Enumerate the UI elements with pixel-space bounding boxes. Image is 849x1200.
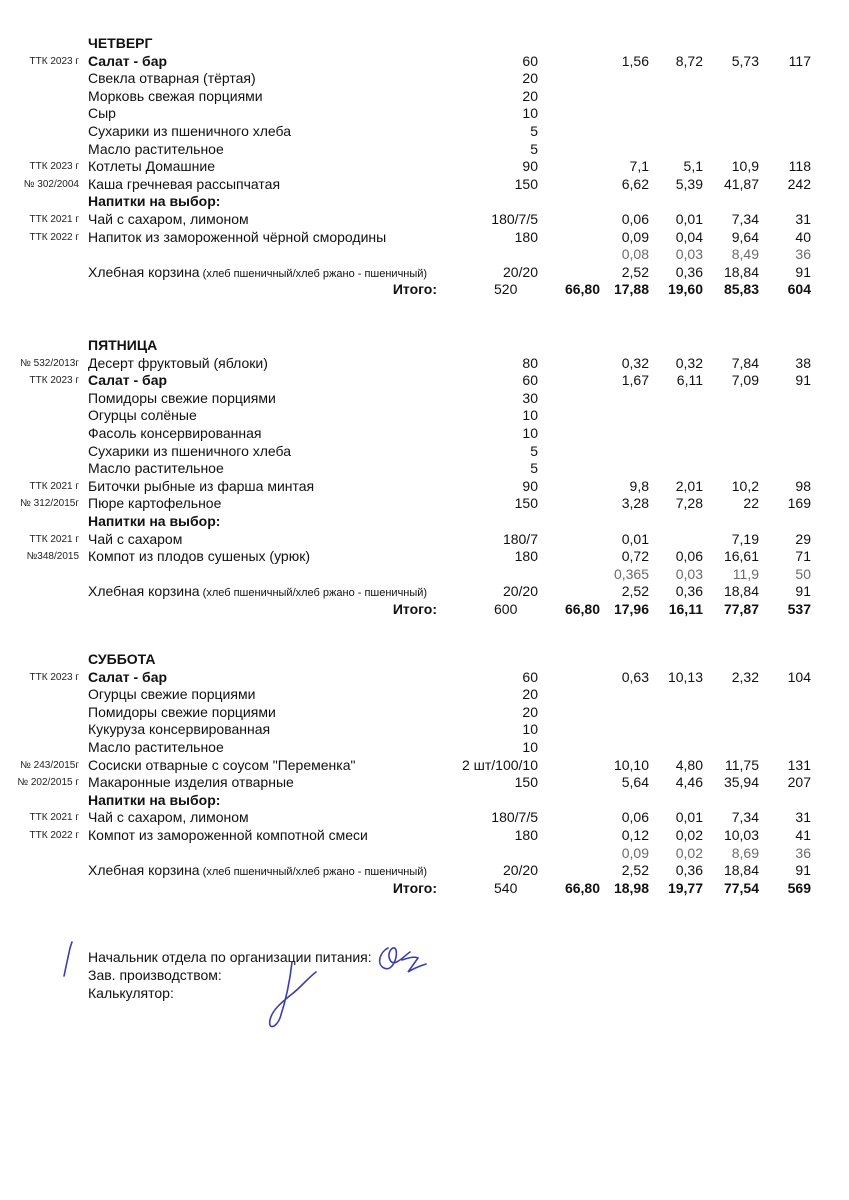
portion-weight: 60 — [522, 372, 538, 389]
carbs-value: 11,75 — [725, 756, 759, 773]
dish-name-main: Хлебная корзина — [88, 263, 200, 280]
proteins-value: 7,1 — [629, 158, 649, 175]
fats-value: 0,01 — [675, 809, 703, 826]
dish-name: Биточки рыбные из фарша минтая — [88, 477, 315, 494]
dish-name: Чай с сахаром, лимоном — [88, 809, 249, 826]
fats-value: 5,1 — [683, 158, 703, 175]
dish-name: Помидоры свежие порциями — [88, 389, 276, 406]
recipe-code: ТТК 2021 г — [29, 812, 79, 824]
total-row — [0, 600, 849, 618]
kcal-value: 169 — [787, 495, 811, 512]
menu-row — [0, 157, 849, 175]
total-fats: 19,77 — [667, 879, 703, 896]
carbs-value: 18,84 — [723, 263, 759, 280]
portion-weight: 20 — [522, 686, 538, 703]
menu-row — [0, 192, 849, 210]
dish-name: Салат - бар — [88, 372, 168, 389]
dish-name-note: (хлеб пшеничный/хлеб ржано - пшеничный) — [199, 587, 428, 600]
fats-value: 0,36 — [675, 862, 703, 879]
dish-name: Сухарики из пшеничного хлеба — [88, 442, 292, 459]
fats-value: 7,28 — [675, 495, 703, 512]
menu-row — [0, 228, 849, 246]
handwritten-mark-icon — [58, 940, 78, 980]
fats-value: 5,39 — [675, 175, 703, 192]
recipe-code: ТТК 2023 г — [29, 161, 79, 173]
portion-weight: 150 — [514, 175, 538, 192]
portion-weight: 90 — [522, 477, 538, 494]
menu-row — [0, 354, 849, 372]
dish-name: Свекла отварная (тёртая) — [88, 70, 256, 87]
dish-name-main: Хлебная корзина — [88, 862, 200, 879]
signature-label-production: Зав. производством: — [88, 967, 222, 983]
recipe-code: № 302/2004 — [23, 178, 79, 190]
total-kcal: 569 — [787, 879, 811, 896]
dish-name: Напиток из замороженной чёрной смородины — [88, 228, 387, 245]
dish-name: Морковь свежая порциями — [88, 87, 263, 104]
menu-row — [0, 87, 849, 105]
menu-row — [0, 477, 849, 495]
kcal-value: 36 — [795, 246, 811, 263]
dish-name: Компот из замороженной компотной смеси — [88, 827, 368, 843]
menu-row — [0, 773, 849, 791]
dish-name: Десерт фруктовый (яблоки) — [88, 354, 268, 371]
kcal-value: 41 — [795, 827, 811, 843]
total-price: 66,80 — [564, 281, 600, 298]
kcal-value: 36 — [795, 844, 811, 861]
kcal-value: 207 — [787, 774, 811, 791]
proteins-value: 3,28 — [621, 495, 649, 512]
proteins-value: 9,8 — [629, 477, 649, 494]
recipe-code: № 312/2015г — [20, 498, 79, 510]
dish-name: Пюре картофельное — [88, 495, 222, 512]
carbs-value: 2,32 — [731, 668, 759, 685]
kcal-value: 29 — [795, 530, 811, 547]
signature-label-head: Начальник отдела по организации питания: — [88, 949, 372, 965]
portion-weight: 10 — [522, 739, 538, 755]
carbs-value: 7,09 — [731, 372, 759, 389]
recipe-code: № 202/2015 г — [17, 777, 79, 789]
kcal-value: 91 — [795, 372, 811, 389]
proteins-value: 1,67 — [621, 372, 649, 389]
total-weight: 600 — [494, 601, 518, 617]
fats-value: 0,03 — [675, 246, 703, 263]
portion-weight: 80 — [522, 354, 538, 371]
proteins-value: 2,52 — [621, 583, 649, 600]
proteins-value: 0,32 — [621, 354, 649, 371]
dish-name: Сыр — [88, 105, 116, 122]
kcal-value: 40 — [795, 228, 811, 245]
carbs-value: 16,61 — [723, 548, 759, 565]
day-title-row — [0, 34, 849, 52]
total-price: 66,80 — [564, 879, 600, 896]
kcal-value: 71 — [795, 548, 811, 565]
carbs-value: 7,84 — [731, 354, 759, 371]
menu-row — [0, 104, 849, 122]
fats-value: 10,13 — [667, 668, 703, 685]
menu-row — [0, 140, 849, 158]
proteins-value: 0,365 — [613, 565, 649, 582]
portion-weight: 60 — [522, 52, 538, 69]
carbs-value: 8,49 — [731, 246, 759, 263]
total-price: 66,80 — [564, 601, 600, 617]
fats-value: 0,06 — [675, 548, 703, 565]
total-label: Итого: — [392, 879, 437, 896]
kcal-value: 91 — [795, 583, 811, 600]
portion-weight: 60 — [522, 668, 538, 685]
dish-name: Каша гречневая рассыпчатая — [88, 175, 281, 192]
dish-name: Огурцы солёные — [88, 407, 197, 424]
proteins-value: 0,06 — [621, 211, 649, 227]
total-proteins: 17,88 — [613, 281, 649, 298]
total-fats: 19,60 — [667, 281, 703, 298]
day-title: ЧЕТВЕРГ — [88, 35, 153, 51]
fats-value: 0,01 — [675, 211, 703, 227]
recipe-code: ТТК 2023 г — [29, 375, 79, 387]
proteins-value: 2,52 — [621, 862, 649, 879]
dish-name: Котлеты Домашние — [88, 158, 215, 175]
dish-name: Напитки на выбор: — [88, 791, 221, 808]
total-weight: 540 — [494, 879, 518, 896]
portion-weight: 5 — [530, 140, 538, 157]
menu-row — [0, 175, 849, 193]
total-proteins: 18,98 — [613, 879, 649, 896]
carbs-value: 8,69 — [731, 844, 759, 861]
dish-name: Масло растительное — [88, 460, 224, 477]
dish-name: Сухарики из пшеничного хлеба — [88, 123, 292, 139]
recipe-code: ТТК 2023 г — [29, 55, 79, 67]
menu-row — [0, 703, 849, 721]
menu-row — [0, 582, 849, 600]
kcal-value: 50 — [795, 565, 811, 582]
portion-weight: 180 — [514, 228, 538, 245]
carbs-value: 9,64 — [731, 228, 759, 245]
total-row — [0, 879, 849, 897]
portion-weight: 5 — [530, 442, 538, 459]
kcal-value: 118 — [788, 158, 811, 175]
dish-name: Фасоль консервированная — [88, 425, 262, 441]
recipe-code: ТТК 2022 г — [29, 830, 79, 841]
carbs-value: 22 — [743, 495, 759, 512]
carbs-value: 7,19 — [731, 530, 759, 547]
portion-weight: 30 — [522, 389, 538, 406]
menu-row — [0, 69, 849, 87]
menu-row — [0, 756, 849, 774]
dish-name: Огурцы свежие порциями — [88, 686, 256, 703]
carbs-value: 18,84 — [723, 583, 759, 600]
proteins-value: 0,01 — [621, 530, 649, 547]
handwritten-initials-icon — [374, 942, 434, 978]
recipe-code: ТТК 2021 г — [29, 533, 79, 545]
fats-value: 0,04 — [675, 228, 703, 245]
fats-value: 0,32 — [675, 354, 703, 371]
dish-name: Кукуруза консервированная — [88, 721, 271, 738]
menu-row — [0, 861, 849, 879]
recipe-code: № 243/2015г — [20, 759, 79, 771]
dish-name: Салат - бар — [88, 668, 168, 685]
menu-row — [0, 547, 849, 565]
fats-value: 0,02 — [675, 827, 703, 843]
kcal-value: 242 — [787, 175, 811, 192]
recipe-code: ТТК 2021 г — [29, 214, 79, 225]
recipe-code: ТТК 2021 г — [29, 480, 79, 492]
proteins-value: 5,64 — [621, 774, 649, 791]
fats-value: 2,01 — [675, 477, 703, 494]
menu-row — [0, 494, 849, 512]
total-label: Итого: — [392, 601, 437, 617]
proteins-value: 0,06 — [621, 809, 649, 826]
portion-weight: 10 — [522, 425, 538, 441]
portion-weight: 20 — [522, 87, 538, 104]
menu-row — [0, 808, 849, 826]
portion-weight: 150 — [514, 495, 538, 512]
menu-row — [0, 826, 849, 844]
total-carbs: 77,87 — [723, 601, 759, 617]
portion-weight: 2 шт/100/10 — [461, 756, 538, 773]
carbs-value: 41,87 — [723, 175, 759, 192]
recipe-code: ТТК 2023 г — [29, 671, 79, 683]
menu-row — [0, 459, 849, 477]
total-carbs: 85,83 — [723, 281, 759, 298]
handwritten-signature-icon — [262, 960, 322, 1032]
fats-value: 8,72 — [675, 52, 703, 69]
menu-row — [0, 668, 849, 686]
dish-name: Салат - бар — [88, 52, 168, 69]
day-title: ПЯТНИЦА — [88, 337, 158, 353]
dish-name: Макаронные изделия отварные — [88, 774, 294, 791]
carbs-value: 35,94 — [723, 774, 759, 791]
portion-weight: 20 — [522, 70, 538, 87]
menu-row — [0, 263, 849, 281]
menu-row — [0, 530, 849, 548]
dish-name: Чай с сахаром, лимоном — [88, 211, 249, 227]
dish-name: Напитки на выбор: — [88, 513, 221, 529]
menu-row — [0, 406, 849, 424]
proteins-value: 0,63 — [621, 668, 649, 685]
proteins-value: 0,12 — [621, 827, 649, 843]
kcal-value: 91 — [795, 263, 811, 280]
portion-weight: 90 — [522, 158, 538, 175]
total-label: Итого: — [392, 281, 437, 298]
dish-name-note: (хлеб пшеничный/хлеб ржано - пшеничный) — [199, 267, 428, 280]
fats-value: 0,36 — [675, 583, 703, 600]
dish-name: Помидоры свежие порциями — [88, 703, 276, 720]
menu-row — [0, 371, 849, 389]
menu-row — [0, 210, 849, 228]
kcal-value: 117 — [788, 52, 811, 69]
menu-row — [0, 565, 849, 583]
total-kcal: 604 — [787, 281, 811, 298]
carbs-value: 11,9 — [732, 565, 759, 582]
kcal-value: 91 — [795, 862, 811, 879]
signature-label-calculator: Калькулятор: — [88, 985, 174, 1001]
total-weight: 520 — [494, 281, 518, 298]
menu-row — [0, 245, 849, 263]
fats-value: 0,36 — [675, 263, 703, 280]
total-row — [0, 280, 849, 298]
menu-row — [0, 844, 849, 862]
kcal-value: 31 — [795, 211, 811, 227]
portion-weight: 180/7/5 — [491, 809, 538, 826]
proteins-value: 6,62 — [621, 175, 649, 192]
proteins-value: 0,08 — [621, 246, 649, 263]
menu-row — [0, 791, 849, 809]
day-title-row — [0, 336, 849, 354]
total-kcal: 537 — [787, 601, 811, 617]
fats-value: 0,03 — [675, 565, 703, 582]
proteins-value: 10,10 — [613, 756, 649, 773]
day-title-row — [0, 650, 849, 668]
portion-weight: 5 — [530, 460, 538, 477]
carbs-value: 10,03 — [723, 827, 759, 843]
carbs-value: 7,34 — [731, 211, 759, 227]
kcal-value: 104 — [787, 668, 811, 685]
total-carbs: 77,54 — [723, 879, 759, 896]
portion-weight: 150 — [514, 774, 538, 791]
portion-weight: 10 — [522, 721, 538, 738]
total-proteins: 17,96 — [613, 601, 649, 617]
dish-name-main: Хлебная корзина — [88, 583, 200, 600]
dish-name-note: (хлеб пшеничный/хлеб ржано - пшеничный) — [199, 866, 428, 879]
menu-row — [0, 738, 849, 756]
portion-weight: 180 — [514, 827, 538, 843]
menu-row — [0, 424, 849, 442]
portion-weight: 180/7/5 — [491, 211, 538, 227]
portion-weight: 180/7 — [502, 530, 538, 547]
carbs-value: 18,84 — [723, 862, 759, 879]
menu-row — [0, 720, 849, 738]
proteins-value: 0,09 — [621, 228, 649, 245]
portion-weight: 20/20 — [502, 862, 538, 879]
portion-weight: 180 — [514, 548, 538, 565]
fats-value: 4,46 — [675, 774, 703, 791]
dish-name: Чай с сахаром — [88, 530, 183, 547]
proteins-value: 2,52 — [621, 263, 649, 280]
carbs-value: 10,9 — [731, 158, 759, 175]
recipe-code: ТТК 2022 г — [29, 231, 79, 243]
fats-value: 0,02 — [675, 844, 703, 861]
dish-name: Сосиски отварные с соусом "Переменка" — [88, 756, 356, 773]
carbs-value: 10,2 — [731, 477, 759, 494]
dish-name: Напитки на выбор: — [88, 193, 221, 210]
carbs-value: 7,34 — [731, 809, 759, 826]
portion-weight: 20/20 — [502, 583, 538, 600]
total-fats: 16,11 — [668, 601, 703, 617]
fats-value: 6,11 — [676, 372, 703, 389]
carbs-value: 5,73 — [731, 52, 759, 69]
proteins-value: 1,56 — [621, 52, 649, 69]
menu-row — [0, 512, 849, 530]
kcal-value: 131 — [787, 756, 811, 773]
portion-weight: 10 — [522, 105, 538, 122]
menu-row — [0, 442, 849, 460]
portion-weight: 5 — [530, 123, 538, 139]
signature-block — [88, 948, 372, 1002]
dish-name: Компот из плодов сушеных (урюк) — [88, 548, 311, 565]
portion-weight: 10 — [522, 407, 538, 424]
menu-row — [0, 122, 849, 140]
dish-name: Масло растительное — [88, 140, 224, 157]
dish-name: Масло растительное — [88, 739, 224, 755]
proteins-value: 0,09 — [621, 844, 649, 861]
menu-row — [0, 52, 849, 70]
menu-row — [0, 685, 849, 703]
day-title: СУББОТА — [88, 651, 156, 667]
portion-weight: 20 — [522, 703, 538, 720]
kcal-value: 31 — [795, 809, 811, 826]
fats-value: 4,80 — [675, 756, 703, 773]
kcal-value: 38 — [795, 354, 811, 371]
kcal-value: 98 — [795, 477, 811, 494]
portion-weight: 20/20 — [502, 263, 538, 280]
recipe-code: № 532/2013г — [20, 357, 79, 369]
proteins-value: 0,72 — [621, 548, 649, 565]
recipe-code: №348/2015 — [26, 551, 79, 563]
menu-row — [0, 389, 849, 407]
